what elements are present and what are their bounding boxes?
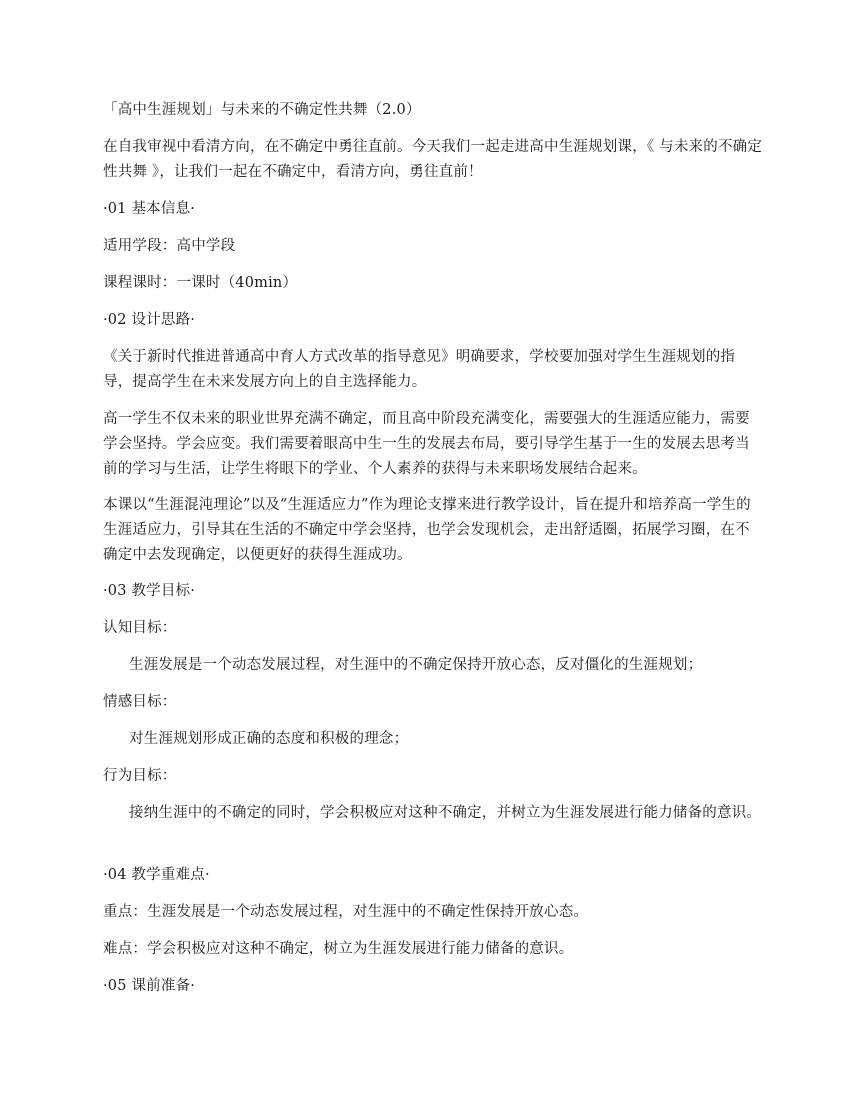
difficulty-point: 难点：学会积极应对这种不确定，树立为生涯发展进行能力储备的意识。 (103, 941, 574, 957)
section-04-heading: ·04 教学重难点· (103, 867, 210, 883)
behavior-goal-text: 接纳生涯中的不确定的同时，学会积极应对这种不确定，并树立为生涯发展进行能力储备的意识。 (129, 805, 762, 821)
behavior-goal-label: 行为目标： (103, 768, 177, 784)
section-01-heading: ·01 基本信息· (103, 201, 196, 217)
emotional-goal-label: 情感目标： (103, 694, 177, 710)
design-paragraph-1: 《关于新时代推进普通高中育人方式改革的指导意见》明确要求，学校要加强对学生生涯规划的指导，提高学生在未来发展方向上的自主选择能力。 (103, 349, 736, 390)
section-05-heading: ·05 课前准备· (103, 978, 196, 994)
intro-paragraph: 在自我审视中看清方向，在不确定中勇往直前。今天我们一起走进高中生涯规划课，《 与未来的不确定性共舞 》，让我们一起在不确定中，看清方向，勇往直前！ (103, 139, 763, 180)
applicable-stage: 适用学段：高中学段 (103, 238, 236, 254)
document-title: 「高中生涯规划」与未来的不确定性共舞（2.0） (103, 102, 421, 118)
section-02-heading: ·02 设计思路· (103, 312, 196, 328)
section-03-heading: ·03 教学目标· (103, 583, 196, 599)
cognitive-goal-text: 生涯发展是一个动态发展过程，对生涯中的不确定保持开放心态，反对僵化的生涯规划； (129, 657, 703, 673)
design-paragraph-2: 高一学生不仅未来的职业世界充满不确定，而且高中阶段充满变化，需要强大的生涯适应能力，需要学会坚持。学会应变。我们需要着眼高中生一生的发展去布局，要引导学生基于一生的发展去思考当前的学习与生活，让学生将眼下的学业、个人素养的获得与未来职场发展结合起来。 (103, 411, 750, 477)
key-point: 重点：生涯发展是一个动态发展过程，对生涯中的不确定性保持开放心态。 (103, 904, 589, 920)
course-hours: 课程课时：一课时（40min） (103, 275, 298, 291)
cognitive-goal-label: 认知目标： (103, 620, 177, 636)
design-paragraph-3: 本课以“生涯混沌理论”以及“生涯适应力”作为理论支撑来进行教学设计，旨在提升和培养高一学生的生涯适应力，引导其在生活的不确定中学会坚持，也学会发现机会，走出舒适圈，拓展学习圈，在不确定中去发现确定，以便更好的获得生涯成功。 (103, 497, 751, 563)
emotional-goal-text: 对生涯规划形成正确的态度和积极的理念； (129, 731, 409, 747)
